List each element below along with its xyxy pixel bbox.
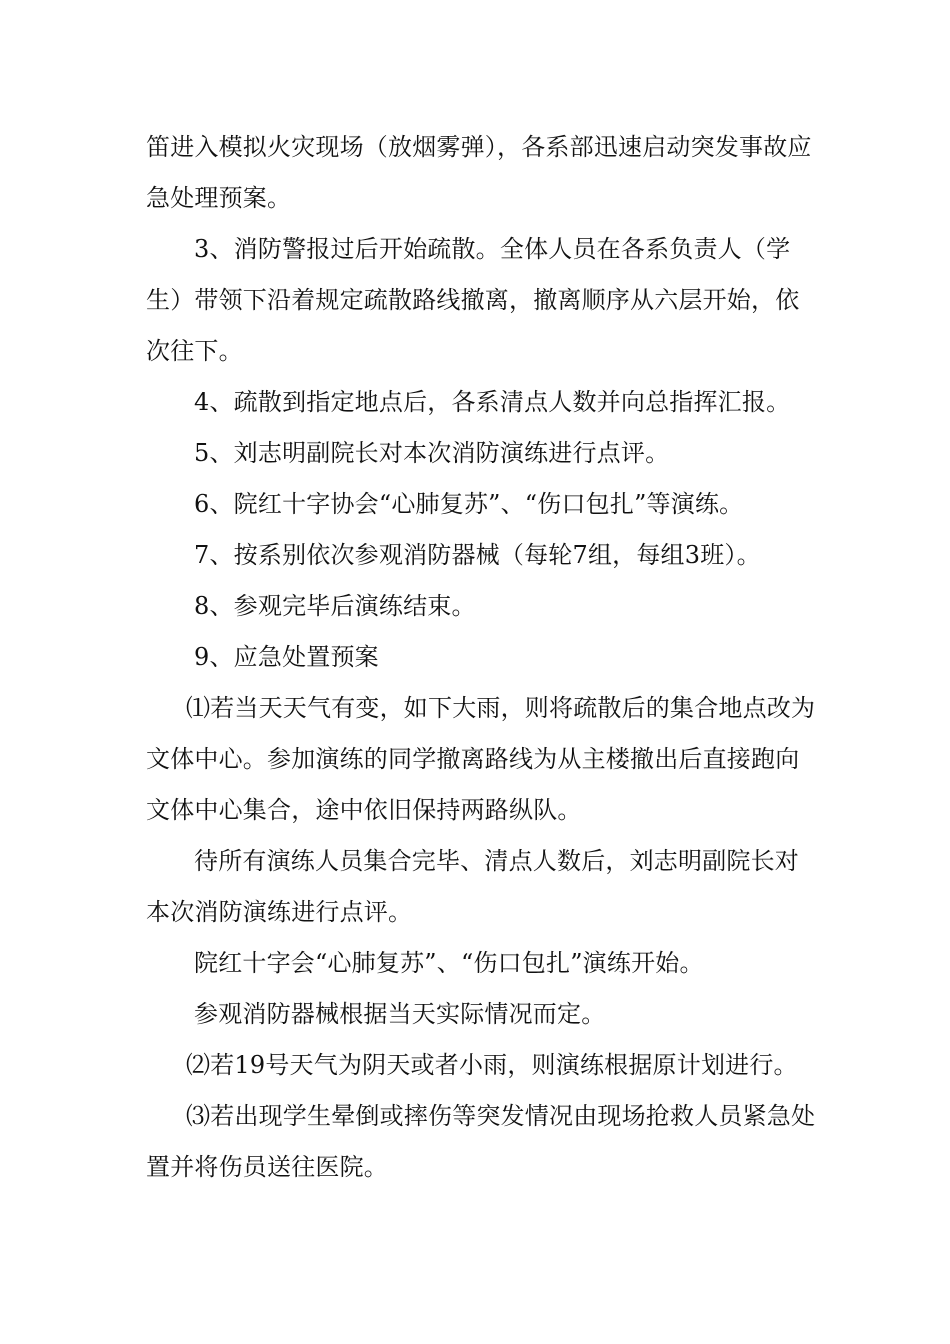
- paragraph-item-3: 3、消防警报过后开始疏散。全体人员在各系负责人（学生）带领下沿着规定疏散路线撤离，撤离顺序从六层开始，依次往下。: [146, 235, 800, 365]
- paragraph-subitem-2: ⑵若19号天气为阴天或者小雨，则演练根据原计划进行。: [186, 1051, 798, 1079]
- paragraph-subitem-1: ⑴若当天天气有变，如下大雨，则将疏散后的集合地点改为文体中心。参加演练的同学撤离路线为从主楼撤出后直接跑向文体中心集合，途中依旧保持两路纵队。: [146, 694, 816, 824]
- paragraph-subitem-1-detail-1: 待所有演练人员集合完毕、清点人数后，刘志明副院长对本次消防演练进行点评。: [146, 847, 799, 926]
- paragraph-item-7: 7、按系别依次参观消防器械（每轮7组，每组3班）。: [194, 541, 761, 569]
- paragraph-subitem-3: ⑶若出现学生晕倒或摔伤等突发情况由现场抢救人员紧急处置并将伤员送往医院。: [146, 1102, 816, 1181]
- document-body: [146, 122, 816, 1193]
- paragraph-item-9: 9、应急处置预案: [194, 643, 379, 671]
- paragraph-item-6: 6、院红十字协会“心肺复苏”、“伤口包扎”等演练。: [194, 490, 744, 518]
- paragraph-item-8: 8、参观完毕后演练结束。: [194, 592, 476, 620]
- paragraph-subitem-1-detail-2: 院红十字会“心肺复苏”、“伤口包扎”演练开始。: [194, 949, 704, 977]
- paragraph-item-4: 4、疏散到指定地点后，各系清点人数并向总指挥汇报。: [194, 388, 791, 416]
- paragraph-subitem-1-detail-3: 参观消防器械根据当天实际情况而定。: [194, 1000, 606, 1028]
- paragraph-continuation: 笛进入模拟火灾现场（放烟雾弹），各系部迅速启动突发事故应急处理预案。: [146, 133, 812, 212]
- paragraph-item-5: 5、刘志明副院长对本次消防演练进行点评。: [194, 439, 670, 467]
